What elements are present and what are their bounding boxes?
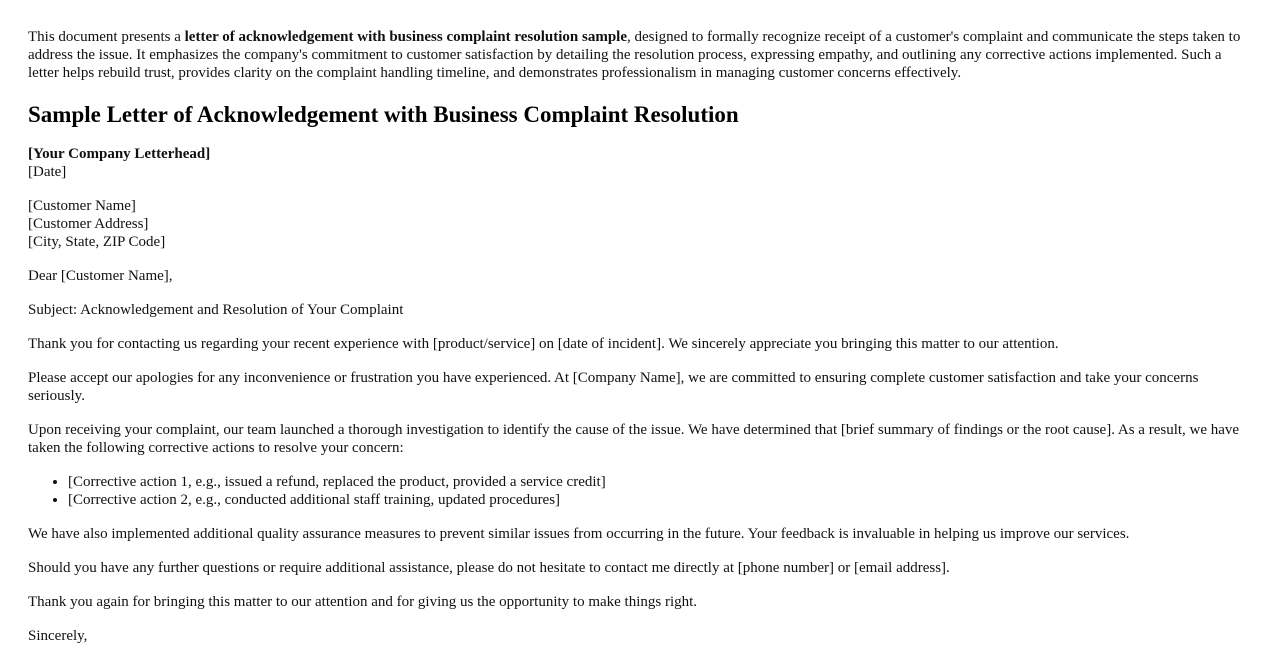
recipient-city: [City, State, ZIP Code]: [28, 234, 166, 250]
paragraph-closing-thanks: Thank you again for bringing this matter to our attention and for giving us the opportunity to make things right.: [28, 594, 698, 610]
intro-text-after: , designed to formally recognize receipt of a customer's complaint and communicate the steps taken to address the issue. It emphasizes the company's commitment to customer satisfaction by detailing the resolution process, expressing empathy, and outlining any corrective actions implemented. Such a letter helps rebuild trust, provides clarity on the complaint handling timeline, and demonstrates professionalism in managing customer concerns effectively.: [28, 29, 1241, 81]
paragraph-thanks: Thank you for contacting us regarding your recent experience with [product/service] on [date of incident]. We sincerely appreciate you bringing this matter to our attention.: [28, 336, 1059, 352]
recipient-name: [Customer Name]: [28, 198, 136, 214]
intro-text-before: This document presents a: [28, 29, 185, 45]
corrective-actions-list: [28, 473, 1250, 509]
intro-bold-phrase: letter of acknowledgement with business complaint resolution sample: [184, 29, 628, 45]
intro-paragraph: [28, 28, 1250, 82]
recipient-block: [28, 197, 1250, 251]
paragraph-apology: Please accept our apologies for any inconvenience or frustration you have experienced. At [Company Name], we are committed to ensuring complete customer satisfaction and take your concerns seriously.: [28, 370, 1199, 404]
company-letterhead: [Your Company Letterhead]: [28, 146, 211, 162]
letter-date: [Date]: [28, 164, 67, 180]
paragraph-contact: Should you have any further questions or require additional assistance, please do not hesitate to contact me directly at [phone number] or [email address].: [28, 560, 950, 576]
recipient-address: [Customer Address]: [28, 216, 149, 232]
closing: Sincerely,: [28, 628, 88, 644]
list-item: • [Corrective action 2, e.g., conducted additional staff training, updated procedures]: [68, 491, 1250, 509]
letterhead-block: [28, 145, 1250, 181]
document-title: Sample Letter of Acknowledgement with Business Complaint Resolution: [28, 102, 739, 127]
subject-line: Subject: Acknowledgement and Resolution of Your Complaint: [28, 302, 404, 318]
salutation: Dear [Customer Name],: [28, 268, 173, 284]
list-item: • [Corrective action 1, e.g., issued a refund, replaced the product, provided a service credit]: [68, 473, 1250, 491]
paragraph-investigation: Upon receiving your complaint, our team launched a thorough investigation to identify the cause of the issue. We have determined that [brief summary of findings or the root cause]. As a result, we have taken the following corrective actions to resolve your concern:: [28, 422, 1240, 456]
paragraph-quality: We have also implemented additional quality assurance measures to prevent similar issues from occurring in the future. Your feedback is invaluable in helping us improve our services.: [28, 526, 1130, 542]
